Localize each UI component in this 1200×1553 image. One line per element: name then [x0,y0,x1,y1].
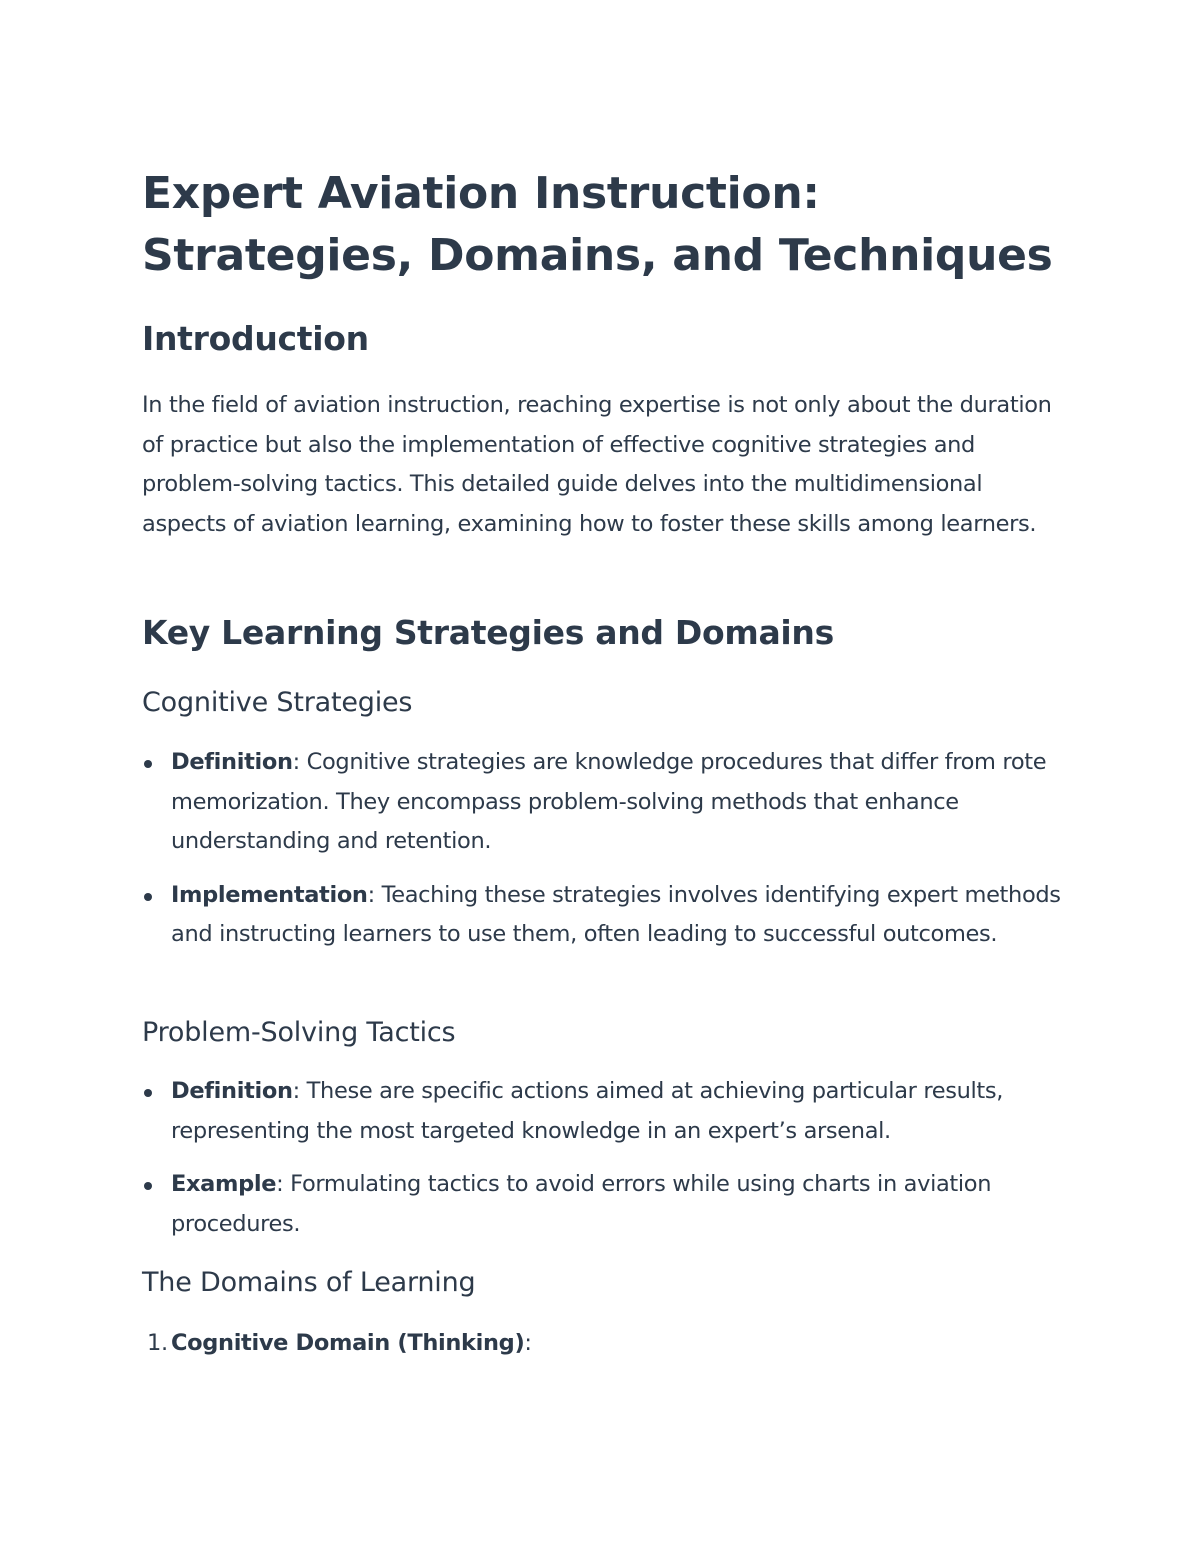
list-item-label: Implementation [171,881,368,908]
list-item-text: : Teaching these strategies involves identifying expert methods and instructing learners to use them, often leading to successful outcomes. [171,881,1061,948]
list-item-label: Cognitive Domain (Thinking) [171,1330,525,1356]
key-strategies-heading: Key Learning Strategies and Domains [142,613,834,652]
problem-solving-list [142,1072,1072,1258]
list-item [142,1072,1072,1151]
list-item [142,1165,1072,1244]
bullet-icon [144,893,152,901]
bullet-icon [144,1089,152,1097]
list-item-text: : Formulating tactics to avoid errors while using charts in aviation procedures. [171,1171,992,1237]
document-title: Expert Aviation Instruction: Strategies, Domains, and Techniques [142,168,1053,281]
introduction-heading: Introduction [142,319,369,358]
list-item-label: Example [171,1171,277,1198]
list-item-text: : [524,1330,532,1356]
bullet-icon [144,1182,152,1190]
list-item-number: 1. [147,1330,168,1356]
list-item [142,743,1072,862]
problem-solving-heading: Problem-Solving Tactics [142,1017,456,1048]
list-item-text: : These are specific actions aimed at achieving particular results, representing the most targeted knowledge in an expert’s arsenal. [171,1078,1004,1144]
domains-heading: The Domains of Learning [142,1267,476,1298]
introduction-paragraph: In the field of aviation instruction, reaching expertise is not only about the duration of practice but also the implementation of effective cognitive strategies and problem-solving tactics. This detailed guide delves into the multidimensional aspects of aviation learning, examining how to foster these skills among learners. [142,392,1052,537]
domains-list [142,1324,1072,1378]
list-item [142,1324,1072,1364]
list-item-label: Definition [171,1078,293,1104]
cognitive-strategies-list [142,743,1072,969]
list-item-label: Definition [171,749,293,775]
list-item [142,876,1072,955]
bullet-icon [144,760,152,768]
cognitive-strategies-heading: Cognitive Strategies [142,687,413,718]
list-item-text: : Cognitive strategies are knowledge procedures that differ from rote memorization. They encompass problem-solving methods that enhance understanding and retention. [171,749,1047,855]
